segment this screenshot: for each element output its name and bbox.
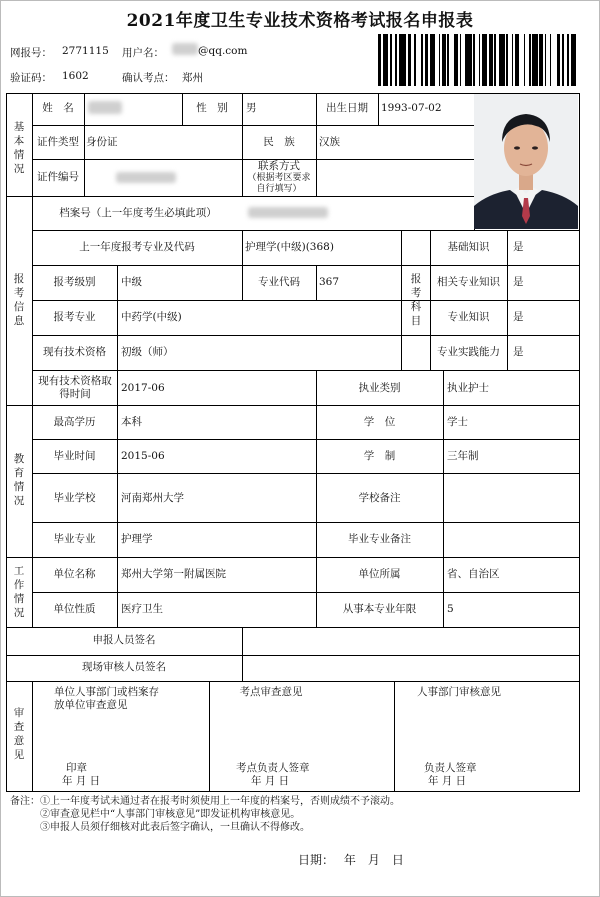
degree-label: 学 位	[363, 416, 396, 428]
verify-label: 验证码：	[10, 72, 52, 84]
review-col3-seal: 负责人签章	[424, 762, 477, 774]
section-subjects: 报考科目	[410, 273, 422, 327]
archive-label: 档案号（上一年度考生必填此项）	[59, 207, 217, 219]
years-label: 从事本专业年限	[342, 603, 417, 615]
system: 三年制	[447, 450, 479, 462]
degree: 学士	[447, 416, 468, 428]
idtype: 身份证	[86, 136, 118, 148]
site-label: 确认考点：	[122, 72, 175, 84]
reviewer-sign-label: 现场审核人员签名	[82, 661, 166, 673]
subject-3-value: 是	[513, 311, 524, 323]
review-col3-date: 年 月 日	[428, 775, 467, 787]
note-item: ③申报人员须仔细核对此表后签字确认，一旦确认不得修改。	[40, 822, 310, 833]
school: 河南郑州大学	[121, 492, 184, 504]
user-label: 用户名：	[122, 47, 164, 59]
nature-label: 单位性质	[53, 603, 96, 615]
review-col2-seal: 考点负责人签章	[236, 762, 310, 774]
grad-major-note-label: 毕业专业备注	[348, 533, 411, 545]
grad-time: 2015-06	[121, 450, 165, 462]
grad-major-label: 毕业专业	[53, 533, 96, 545]
redacted-name	[88, 101, 122, 114]
site: 郑州	[182, 72, 203, 84]
nature: 医疗卫生	[121, 603, 163, 615]
qual-time-label: 现有技术资格取得时间	[38, 375, 112, 400]
system-label: 学 制	[363, 450, 396, 462]
verify-code: 1602	[62, 70, 89, 82]
review-col1-date: 年 月 日	[62, 775, 101, 787]
qual-label: 现有技术资格	[43, 346, 106, 358]
idtype-label: 证件类型	[37, 136, 79, 148]
form-title: 2021年度卫生专业技术资格考试报名申报表	[126, 11, 474, 31]
belong: 省、自治区	[447, 568, 500, 580]
edu-level: 本科	[121, 416, 142, 428]
practice-label: 执业类别	[358, 382, 401, 394]
section-edu: 教育情况	[13, 453, 25, 507]
subject-1-label: 基础知识	[447, 241, 490, 253]
review-col2-date: 年 月 日	[251, 775, 290, 787]
subject-2-label: 相关专业知识	[437, 276, 500, 288]
section-review: 审查意见	[13, 707, 25, 761]
contact-label: 联系方式	[258, 160, 300, 172]
section-exam: 报考信息	[13, 273, 25, 327]
subject-1-value: 是	[513, 241, 524, 253]
applicant-photo	[474, 94, 578, 229]
prev-label: 上一年度报考专业及代码	[79, 241, 195, 253]
unit: 郑州大学第一附属医院	[121, 568, 226, 580]
applicant-sign-label: 申报人员签名	[92, 634, 156, 646]
note-item: ②审查意见栏中“人事部门审核意见”即发证机构审核意见。	[40, 809, 301, 820]
grad-time-label: 毕业时间	[53, 450, 96, 462]
contact-note: （根据考区要求自行填写）	[247, 173, 311, 194]
grad-major: 护理学	[121, 533, 153, 545]
subject-4-label: 专业实践能力	[437, 346, 500, 358]
code-label: 专业代码	[258, 276, 300, 288]
level: 中级	[121, 276, 142, 288]
code: 367	[319, 276, 340, 288]
years: 5	[447, 603, 454, 615]
birth: 1993-07-02	[381, 102, 442, 114]
gender-label: 性 别	[196, 102, 228, 114]
ethnic-label: 民 族	[263, 136, 295, 148]
subject-2-value: 是	[513, 276, 524, 288]
major-label: 报考专业	[53, 311, 96, 323]
edu-level-label: 最高学历	[53, 416, 96, 428]
school-label: 毕业学校	[53, 492, 96, 504]
school-note-label: 学校备注	[358, 492, 401, 504]
notes-label: 备注：	[10, 796, 40, 807]
section-basic: 基本情况	[13, 121, 25, 175]
major: 中药学(中级)	[121, 311, 182, 323]
notes	[10, 795, 400, 834]
practice: 执业护士	[447, 382, 489, 394]
belong-label: 单位所属	[358, 568, 401, 580]
idno-label: 证件编号	[37, 171, 79, 183]
qual: 初级（师）	[121, 346, 174, 358]
redacted-idno	[116, 172, 176, 183]
net-no: 2771115	[62, 45, 109, 57]
review-col2-title: 考点审查意见	[239, 686, 303, 698]
qual-time: 2017-06	[121, 382, 165, 394]
user-suffix: @qq.com	[198, 45, 248, 57]
section-work: 工作情况	[13, 565, 25, 619]
review-col3-title: 人事部门审核意见	[417, 686, 501, 698]
review-col1-title: 单位人事部门或档案存放单位审查意见	[54, 686, 159, 711]
birth-label: 出生日期	[326, 102, 368, 114]
gender: 男	[246, 102, 257, 114]
ethnic: 汉族	[319, 136, 340, 148]
net-no-label: 网报号：	[10, 47, 52, 59]
footer-date: 日期： 年 月 日	[298, 853, 404, 867]
subject-3-label: 专业知识	[447, 311, 490, 323]
review-col1-seal: 印章	[66, 762, 87, 774]
redacted-archive	[248, 207, 328, 218]
note-item: ①上一年度考试未通过者在报考时须使用上一年度的档案号，否则成绩不予滚动。	[40, 796, 400, 807]
subject-4-value: 是	[513, 346, 524, 358]
prev-value: 护理学(中级)(368)	[245, 241, 334, 253]
name-label: 姓 名	[42, 102, 74, 114]
unit-label: 单位名称	[53, 568, 96, 580]
level-label: 报考级别	[53, 276, 96, 288]
